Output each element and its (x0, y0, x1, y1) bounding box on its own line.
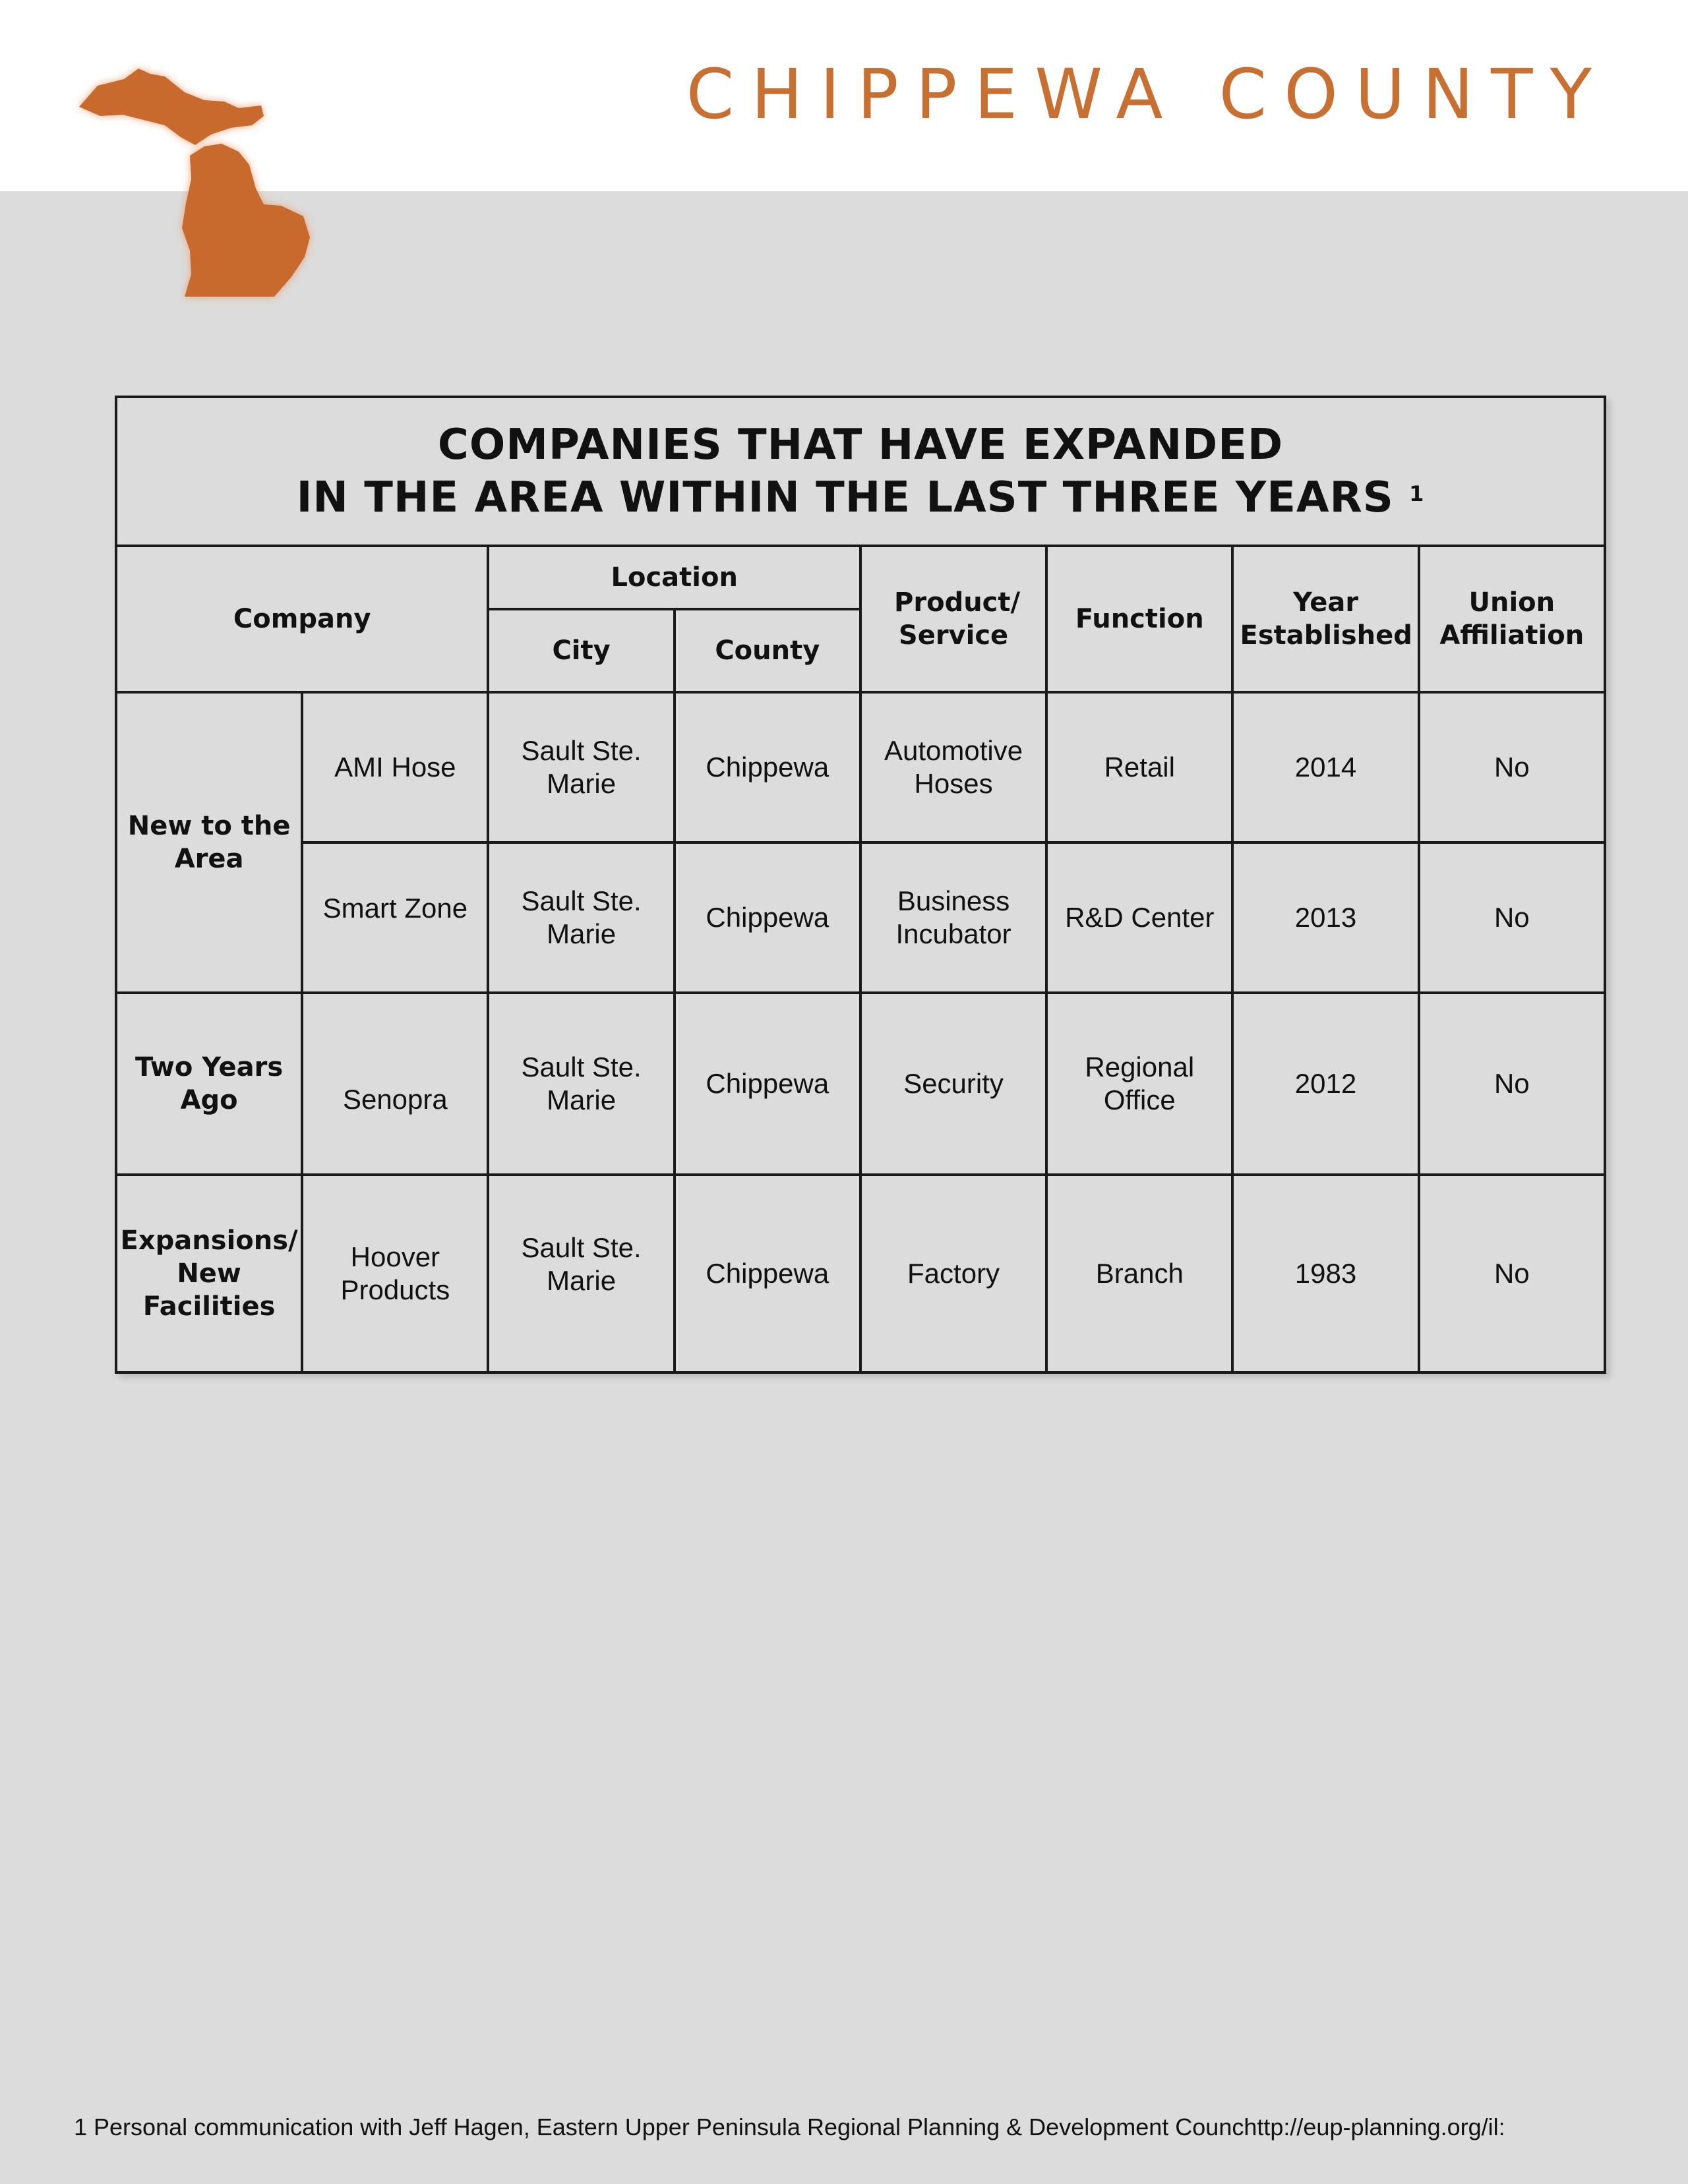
cell-union: No (1419, 842, 1605, 993)
companies-table-wrapper (115, 396, 1606, 1374)
header-function: Function (1046, 546, 1232, 692)
companies-table (115, 396, 1606, 1374)
cell-company-text: Hoover Products (340, 1241, 450, 1305)
table-row (116, 993, 1605, 1175)
table-row (116, 842, 1605, 993)
header-year-established-label: Year Established (1240, 587, 1412, 651)
cell-county: Chippewa (675, 993, 860, 1175)
header-union-affiliation-label: Union Affiliation (1439, 587, 1584, 651)
table-row (116, 692, 1605, 842)
table-title-line2: IN THE AREA WITHIN THE LAST THREE YEARS (296, 473, 1394, 522)
cell-county: Chippewa (675, 1175, 860, 1372)
cell-city (488, 692, 674, 842)
header-product-service-label: Product/ Service (894, 587, 1021, 651)
cell-function: Branch (1046, 1175, 1232, 1372)
header-product-service (860, 546, 1046, 692)
cell-product: Security (860, 993, 1046, 1175)
michigan-map-icon (66, 59, 323, 310)
cell-county: Chippewa (675, 692, 860, 842)
cell-union: No (1419, 692, 1605, 842)
header-union-affiliation (1419, 546, 1605, 692)
cell-year: 2012 (1232, 993, 1418, 1175)
header-county: County (675, 609, 860, 692)
footnote: 1 Personal communication with Jeff Hagen, Eastern Upper Peninsula Regional Planning & Development Counchttp://eup-planning.org/il: (74, 2113, 1505, 2140)
cell-city (488, 1175, 674, 1372)
cell-product (860, 842, 1046, 993)
table-row (116, 1175, 1605, 1372)
cell-product-text: Automotive Hoses (884, 735, 1023, 799)
cell-function: Retail (1046, 692, 1232, 842)
header-year-established (1232, 546, 1418, 692)
cell-company: AMI Hose (302, 692, 488, 842)
cell-union: No (1419, 993, 1605, 1175)
cell-city-text: Sault Ste. Marie (521, 735, 642, 799)
header-location: Location (488, 546, 860, 609)
header-city: City (488, 609, 674, 692)
cell-company (302, 993, 488, 1175)
cell-year: 2013 (1232, 842, 1418, 993)
cell-product-text: Business Incubator (895, 885, 1011, 949)
cell-product: Factory (860, 1175, 1046, 1372)
county-title: CHIPPEWA COUNTY (686, 54, 1609, 134)
cell-city-text: Sault Ste. Marie (521, 1051, 642, 1115)
group-label: New to the Area (127, 811, 291, 874)
group-label: Expansions/ New Facilities (120, 1225, 298, 1322)
cell-city-text: Sault Ste. Marie (521, 1232, 642, 1296)
cell-function (1046, 993, 1232, 1175)
table-title (116, 397, 1605, 546)
group-new-to-area (116, 692, 302, 993)
cell-city (488, 993, 674, 1175)
header-company: Company (116, 546, 488, 692)
cell-function-text: Regional Office (1085, 1051, 1195, 1115)
cell-year: 1983 (1232, 1175, 1418, 1372)
group-label: Two Years Ago (135, 1052, 284, 1115)
cell-city-text: Sault Ste. Marie (521, 885, 642, 949)
cell-county: Chippewa (675, 842, 860, 993)
cell-company (302, 1175, 488, 1372)
group-expansions (116, 1175, 302, 1372)
cell-function: R&D Center (1046, 842, 1232, 993)
cell-union: No (1419, 1175, 1605, 1372)
cell-company-text: Smart Zone (322, 893, 468, 924)
cell-city (488, 842, 674, 993)
table-title-line1: COMPANIES THAT HAVE EXPANDED (437, 421, 1284, 469)
cell-company-text: Senopra (342, 1084, 448, 1115)
cell-product (860, 692, 1046, 842)
group-two-years-ago (116, 993, 302, 1175)
cell-year: 2014 (1232, 692, 1418, 842)
cell-company (302, 842, 488, 993)
title-footnote-mark: 1 (1409, 481, 1425, 506)
